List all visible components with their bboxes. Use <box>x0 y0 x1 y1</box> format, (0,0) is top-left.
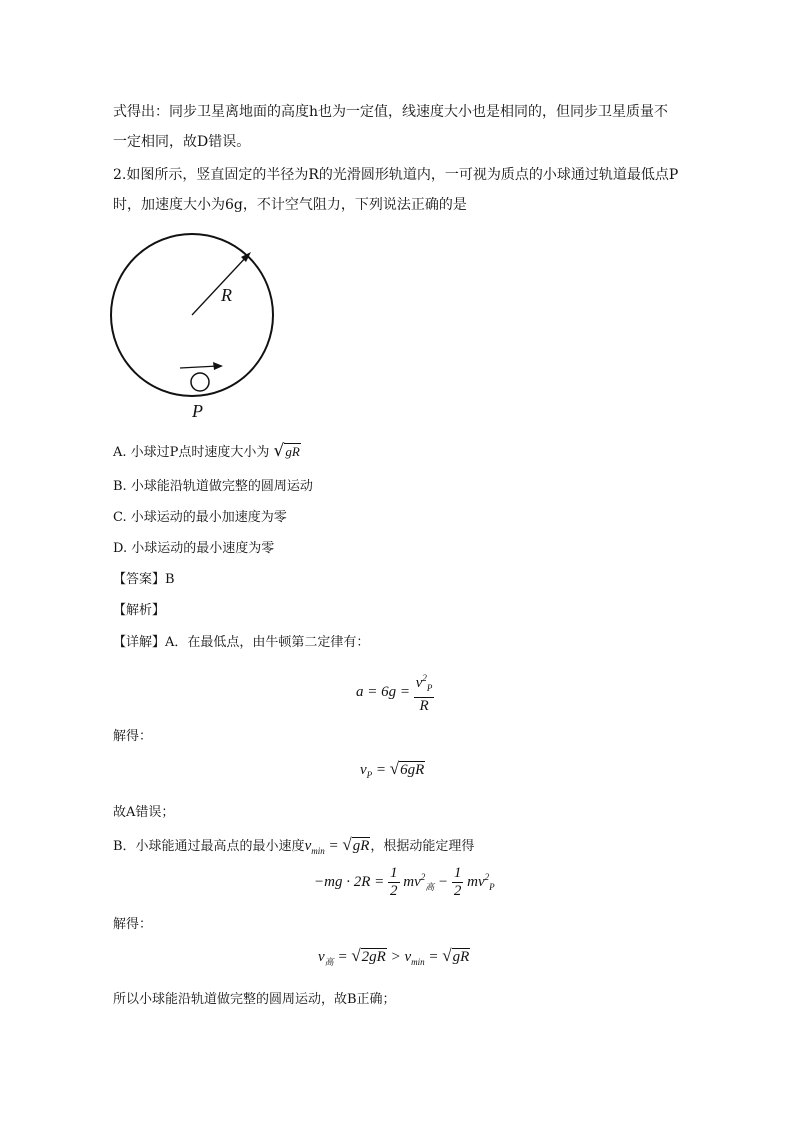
option-a-text: A. 小球过P点时速度大小为 <box>113 445 270 460</box>
radius-arrow <box>192 255 248 315</box>
detail-label: 【详解】A．在最低点，由牛顿第二定律有： <box>113 635 370 650</box>
option-a-sqrt: √gR <box>273 441 300 461</box>
radius-label: R <box>221 285 232 305</box>
equation-1-fraction: $\frac{v^2_P}{R}$ <box>414 670 435 715</box>
continued-line-1: 式得出：同步卫星离地面的高度h也为一定值，线速度大小也是相同的，但同步卫星质量不 <box>113 104 669 120</box>
ball <box>191 373 209 391</box>
equation-2: $v_P = √6gR$ <box>360 759 425 780</box>
option-d: D. 小球运动的最小速度为零 <box>113 541 275 556</box>
circular-track-figure <box>110 225 290 430</box>
continued-line-2: 一定相同，故D错误。 <box>113 134 251 150</box>
equation-4: $v_高 = √2gR > v_{min} = √gR$ <box>318 946 470 967</box>
analysis-label: 【解析】 <box>113 603 166 618</box>
a-wrong-conclusion: 故A错误； <box>113 805 175 820</box>
question-2-line-2: 时，加速度大小为6g，不计空气阻力，下列说法正确的是 <box>113 197 467 213</box>
equation-1: a = 6g = $\frac{v^2_P}{R}$ <box>356 670 434 715</box>
solve-label-1: 解得： <box>113 729 153 744</box>
option-a <box>113 441 301 463</box>
solve-label-2: 解得： <box>113 917 153 932</box>
equation-3: −mg · 2R = $\frac{1}{2}$ $mv^2_高$ − $\frac{1}{2}$ $mv^2_P$ <box>314 865 495 899</box>
question-2-line-1: 2.如图所示，竖直固定的半径为R的光滑圆形轨道内，一可视为质点的小球通过轨道最低点P <box>113 167 679 183</box>
point-p-label: P <box>192 401 203 421</box>
velocity-arrow <box>180 366 218 368</box>
option-b: B. 小球能沿轨道做完整的圆周运动 <box>113 479 313 494</box>
option-c: C. 小球运动的最小加速度为零 <box>113 510 287 525</box>
b-correct-conclusion: 所以小球能沿轨道做完整的圆周运动，故B正确； <box>113 992 396 1007</box>
answer-label: 【答案】B <box>113 572 175 587</box>
b-explanation: B．小球能通过最高点的最小速度$v_{min} = √gR$，根据动能定理得 <box>113 835 475 856</box>
velocity-arrowhead <box>213 362 223 370</box>
